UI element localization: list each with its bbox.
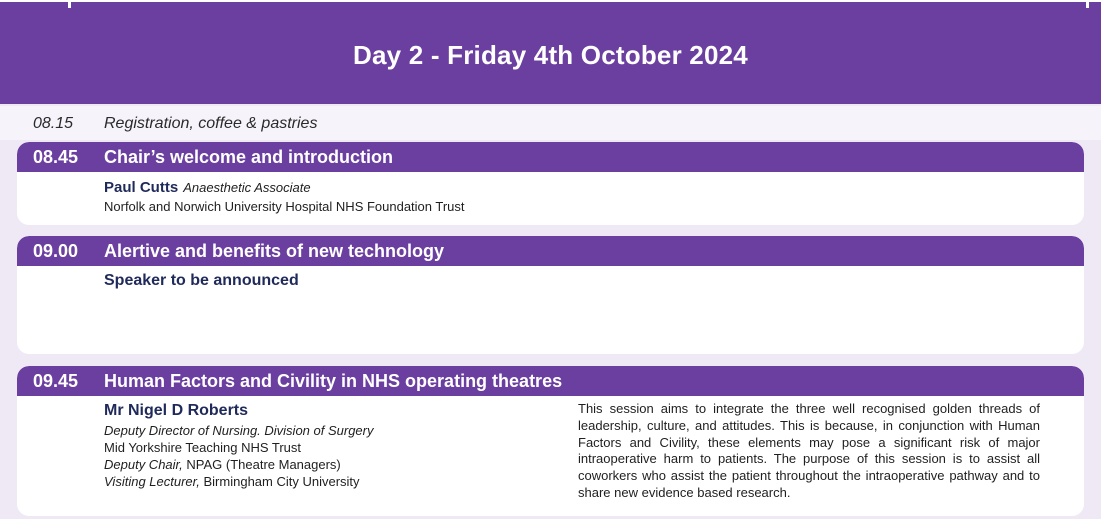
session-time: 09.00 [33,241,79,261]
day-header-band [0,0,1101,104]
session-title: Chair’s welcome and introduction [104,147,394,167]
speaker-organisation: Norfolk and Norwich University Hospital NHS Foundation Trust [104,199,465,214]
speaker-affiliation [104,423,374,438]
session-header [17,366,1084,396]
speaker-affiliation [104,457,341,472]
speaker-affiliation [104,440,301,455]
registration-label: Registration, coffee & pastries [104,115,318,132]
registration-row [0,106,1101,140]
registration-time: 08.15 [33,115,74,132]
speaker-name: Paul Cutts [104,179,179,196]
speaker-affiliation [104,474,360,489]
session-header [17,236,1084,266]
affiliation-org: Mid Yorkshire Teaching NHS Trust [104,440,302,455]
session-card [17,236,1084,354]
speaker [104,179,311,196]
affiliation-role: Deputy Chair, [104,457,183,472]
session-title: Human Factors and Civility in NHS operating theatres [104,371,563,391]
session-card [17,142,1084,225]
session-time: 08.45 [33,147,79,167]
session-header [17,142,1084,172]
session-description: This session aims to integrate the three well recognised golden threads of leadership, culture, and attitudes. This is because, in conjunction with Human Factors and Civility, these elements may pose a significant risk of major intraoperative harm to patients. The purpose of this session is to assist all coworkers who assist the patient throughout the intraoperative pathway and to share new evidence based research. [578,401,1040,500]
affiliation-org: Birmingham City University [203,474,360,489]
speaker-role: Anaesthetic Associate [183,180,311,195]
affiliation-role: Deputy Director of Nursing. Division of Surgery [104,423,374,438]
session-card [17,366,1084,516]
divider-mark [68,2,71,8]
day-title: Day 2 - Friday 4th October 2024 [353,40,748,70]
affiliation-org: NPAG (Theatre Managers) [186,457,341,472]
divider-mark [1086,2,1089,8]
speaker-name: Mr Nigel D Roberts [104,402,249,419]
affiliation-role: Visiting Lecturer, [104,474,200,489]
speaker-tba: Speaker to be announced [104,272,299,289]
session-title: Alertive and benefits of new technology [104,241,445,261]
session-time: 09.45 [33,371,79,391]
